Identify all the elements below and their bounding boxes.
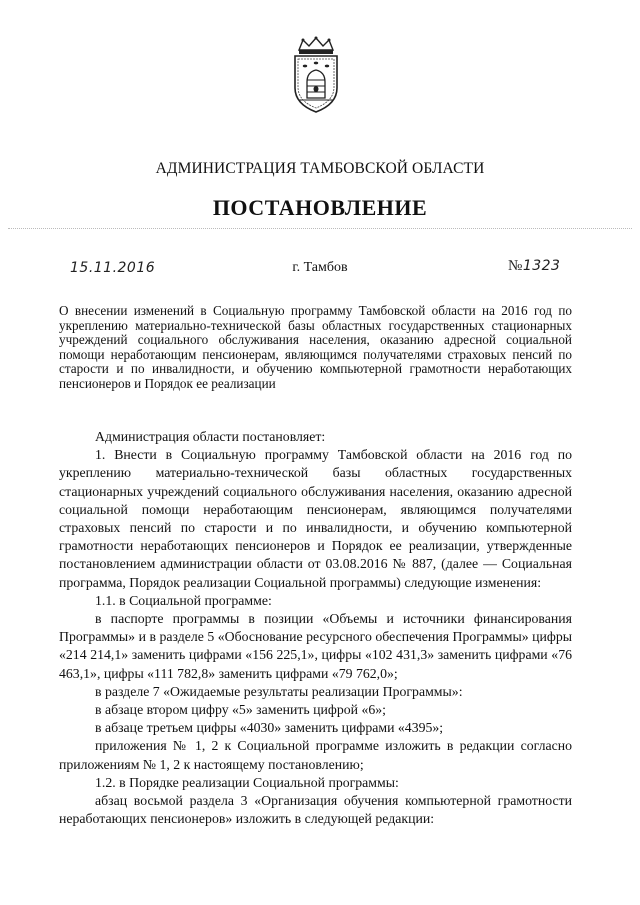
paragraph-1-1: 1.1. в Социальной программе: [95, 592, 272, 608]
abz2-paragraph: в абзаце втором цифру «5» заменить цифрой «6»; [95, 702, 387, 718]
organization-name: АДМИНИСТРАЦИЯ ТАМБОВСКОЙ ОБЛАСТИ [155, 160, 485, 177]
abz8-paragraph: абзац восьмой раздела 3 «Организация обучения компьютерной грамотности неработающих пенсионеров» изложить в следующей редакции: [59, 793, 572, 827]
document-title: О внесении изменений в Социальную программу Тамбовской области на 2016 год по укреплению материально-технической базы областных государственных стационарных учреждений социального обслуживания населения, оказанию адресной социальной помощи неработающим пенсионерам, являющимся получателями страховых пенсий по старости и по инвалидности, и обучению компьютерной грамотности неработающих пенсионеров и Порядок ее реализации [59, 303, 572, 391]
abz3-paragraph: в абзаце третьем цифры «4030» заменить цифрами «4395»; [95, 720, 444, 736]
appendix-paragraph: приложения № 1, 2 к Социальной программе изложить в редакции согласно приложениям № 1, 2 к настоящему постановлению; [59, 738, 572, 772]
intro-paragraph: Администрация области постановляет: [95, 429, 326, 444]
document-body [59, 428, 572, 828]
number-label: № [508, 258, 523, 274]
paragraph-1: 1. Внести в Социальную программу Тамбовской области на 2016 год по укреплению материально-технической базы областных государственных стационарных учреждений социального обслуживания населения, оказанию адресной социальной помощи неработающим пенсионерам, являющимся получателями страховых пенсий по старости и по инвалидности, и обучению компьютерной грамотности неработающих пенсионеров и Порядок ее реализации, утвержденные постановлением администрации области от 03.08.2016 № 887, (далее — Социальная программа, Порядок реализации Социальной программы) следующие изменения: [59, 447, 572, 590]
document-date: 15.11.2016 [70, 260, 156, 276]
tambov-crest-icon [289, 36, 343, 114]
passport-paragraph: в паспорте программы в позиции «Объемы и источники финансирования Программы» и в разделе 5 «Обоснование ресурсного обеспечения Программы» цифры «214 214,1» заменить цифрами «156 225,1», цифры «102 431,3» заменить цифрами «76 463,1», цифры «111 782,8» заменить цифрами «79 762,0»; [59, 611, 572, 681]
document-city: г. Тамбов [292, 260, 348, 275]
document-number [508, 258, 560, 275]
paragraph-1-2: 1.2. в Порядке реализации Социальной программы: [95, 774, 399, 790]
document-type: ПОСТАНОВЛЕНИЕ [212, 195, 428, 220]
header-divider [8, 228, 632, 229]
section7-paragraph: в разделе 7 «Ожидаемые результаты реализации Программы»: [95, 683, 463, 699]
number-value: 1323 [522, 258, 561, 274]
